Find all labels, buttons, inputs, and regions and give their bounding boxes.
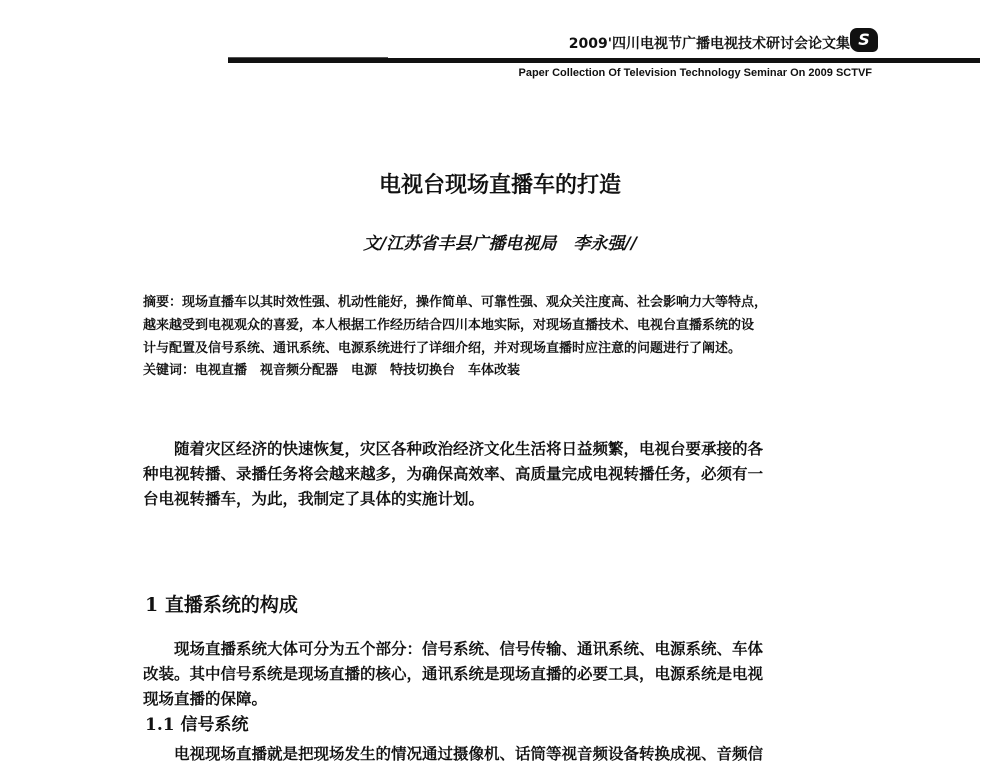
abstract-line: 越来越受到电视观众的喜爱，本人根据工作经历结合四川本地实际，对现场直播技术、电视台直播系统的设 <box>143 318 755 333</box>
abstract-text: 现场直播车以其时效性强、机动性能好，操作简单、可靠性强、观众关注度高、社会影响力大等特点， <box>182 295 768 310</box>
running-header-en: Paper Collection Of Television Technology Seminar On 2009 SCTVF <box>518 67 872 79</box>
header-rule <box>228 58 980 63</box>
abstract-line <box>143 291 859 310</box>
abstract-line: 计与配置及信号系统、通讯系统、电源系统进行了详细介绍，并对现场直播时应注意的问题进行了阐述。 <box>143 341 742 356</box>
section-line: 现场直播系统大体可分为五个部分：信号系统、信号传输、通讯系统、电源系统、车体 <box>143 639 764 658</box>
subsection-line: 电视现场直播就是把现场发生的情况通过摄像机、话筒等视音频设备转换成视、音频信 <box>143 744 764 763</box>
paper-title: 电视台现场直播车的打造 <box>378 172 621 198</box>
keywords-line <box>143 359 859 378</box>
intro-line: 种电视转播、录播任务将会越来越多，为确保高效率、高质量完成电视转播任务，必须有一 <box>143 464 764 483</box>
running-header-cn: 2009'四川电视节广播电视技术研讨会论文集 <box>568 36 850 52</box>
section-line: 改装。其中信号系统是现场直播的核心，通讯系统是现场直播的必要工具，电源系统是电视 <box>143 664 764 683</box>
section-heading: 1 直播系统的构成 <box>145 594 298 616</box>
keywords-label: 关键词： <box>143 363 196 378</box>
sctvf-logo-icon: S <box>850 28 878 52</box>
section-line: 现场直播的保障。 <box>143 689 268 708</box>
abstract-label: 摘要： <box>143 295 183 310</box>
keywords-text: 电视直播 视音频分配器 电源 特技切换台 车体改装 <box>195 363 521 378</box>
intro-line: 台电视转播车，为此，我制定了具体的实施计划。 <box>143 489 485 508</box>
paper-author: 文/江苏省丰县广播电视局 李永强// <box>363 234 637 254</box>
subsection-heading: 1.1 信号系统 <box>145 715 249 735</box>
intro-line: 随着灾区经济的快速恢复，灾区各种政治经济文化生活将日益频繁，电视台要承接的各 <box>143 439 764 458</box>
